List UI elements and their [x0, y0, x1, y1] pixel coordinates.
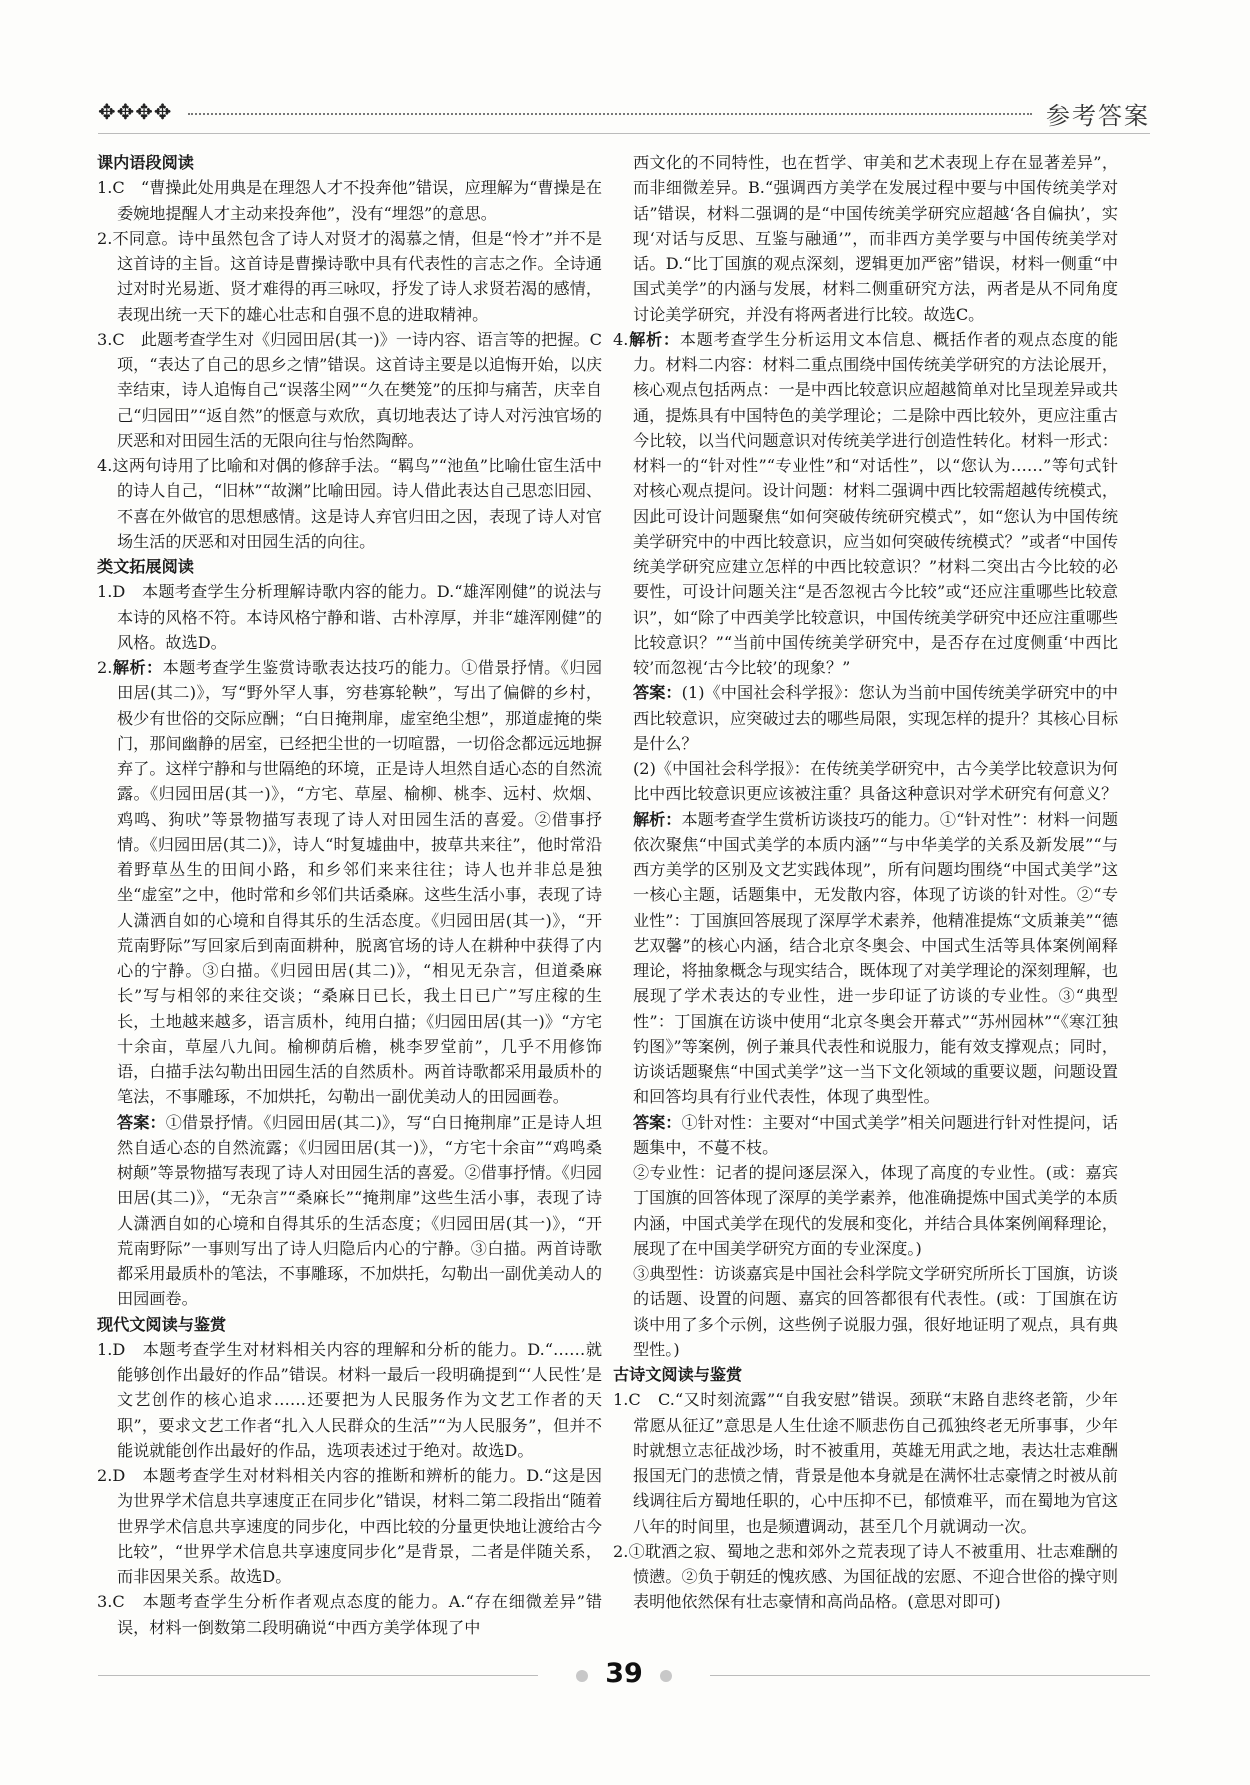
footer-dot-icon: [660, 1670, 672, 1682]
answer-item: 1.C “曹操此处用典是在理怨人才不投奔他”错误，应理解为“曹操是在委婉地提醒人才主动来投奔他”，没有“埋怨”的意思。: [97, 178, 602, 223]
answer-item: 1.C C.“又时刻流露”“自我安慰”错误。颈联“末路自悲终老箭，少年常愿从征辽”意思是人生仕途不顺悲伤自己孤独终老无所事事，少年时就想立志征战沙场，时不被重用，英雄无用武之地，表达壮志难酬报国无门的悲愤之情，背景是他本身就是在满怀壮志豪情之时被从前线调往后方蜀地任职的，心中压抑不已，郁愤难平，而在蜀地为官这八年的时间里，也是频遭调动，甚至几个月就调动一次。: [613, 1390, 1118, 1536]
answer-text: (1)《中国社会科学报》：您认为当前中国传统美学研究中的中西比较意识，应突破过去的哪些局限，实现怎样的提升？其核心目标是什么？: [633, 683, 1118, 753]
answer-label: 答案：: [633, 683, 682, 703]
footer-rule-right: [710, 1675, 1150, 1676]
answer-text: ①借景抒情。《归园田居(其二)》，写“白日掩荆扉”正是诗人坦然自适心态的自然流露；《归园田居(其一)》，“方宅十余亩”“鸡鸣桑树颠”等景物描写表现了诗人对田园生活的喜爱。②借事抒情。《归园田居(其二)》，“无杂言”“桑麻长”“掩荆扉”这些生活小事，表现了诗人潇洒自如的心境和自得其乐的生活态度；《归园田居(其一)》，“开荒南野际”一事则写出了诗人归隐后内心的宁静。③白描。两首诗歌都采用最质朴的笔法，不事雕琢，不加烘托，勾勒出一副优美动人的田园画卷。: [117, 1112, 602, 1309]
analysis-text: 本题考查学生鉴赏诗歌表达技巧的能力。①借景抒情。《归园田居(其二)》，写“野外罕人事，穷巷寡轮鞅”，写出了偏僻的乡村，极少有世俗的交际应酬；“白日掩荆扉，虚室绝尘想”，那道虚掩的柴门，那间幽静的居室，已经把尘世的一切喧嚣，一切俗念都远远地摒弃了。这样宁静和与世隔绝的环境，正是诗人坦然自适心态的自然流露。《归园田居(其一)》，“方宅、草屋、榆柳、桃李、远村、炊烟、鸡鸣、狗吠”等景物描写表现了诗人对田园生活的喜爱。②借事抒情。《归园田居(其二)》，诗人“时复墟曲中，披草共来往”，他时常沿着野草丛生的田间小路，和乡邻们来来往往；诗人也并非总是独坐“虚室”之中，他时常和乡邻们共话桑麻。这些生活小事，表现了诗人潇洒自如的心境和自得其乐的生活态度。《归园田居(其一)》，“开荒南野际”写回家后到南面耕种，脱离官场的诗人在耕种中获得了内心的宁静。③白描。《归园田居(其二)》，“相见无杂言，但道桑麻长”写与相邻的来往交谈；“桑麻日已长，我土日已广”写庄稼的生长，土地越来越多，语言质朴，纯用白描；《归园田居(其一)》“方宅十余亩，草屋八九间。榆柳荫后檐，桃李罗堂前”，几乎不用修饰语，白描手法勾勒出田园生活的自然质朴。两首诗歌都采用最质朴的笔法，不事雕琢，不加烘托，勾勒出一副优美动人的田园画卷。: [117, 658, 602, 1107]
page-footer: [98, 1656, 1150, 1696]
footer-dot-icon: [576, 1670, 588, 1682]
section-title: 现代文阅读与鉴赏: [97, 1314, 227, 1334]
answer-item: [97, 655, 602, 1110]
header-decoration-icon: ✥✥✥✥: [98, 100, 173, 124]
answer-text: ③典型性：访谈嘉宾是中国社会科学院文学研究所所长丁国旗，访谈的话题、设置的问题、嘉宾的回答都很有代表性。(或：丁国旗在访谈中用了多个示例，这些例子说服力强，很好地证明了观点，具有典型性。): [633, 1264, 1118, 1359]
answer-text: ①针对性：主要对“中国式美学”相关问题进行针对性提问，话题集中，不蔓不枝。: [633, 1112, 1118, 1157]
answer-label: 答案：: [633, 1112, 682, 1132]
item-number: 2.: [97, 658, 113, 677]
left-column: [97, 150, 602, 1640]
section-title: 古诗文阅读与鉴赏: [613, 1365, 743, 1384]
header-dotted-line: [188, 113, 1032, 115]
analysis-label: 解析：: [628, 329, 680, 349]
right-column: [613, 150, 1118, 1615]
analysis-text: 本题考查学生赏析访谈技巧的能力。①“针对性”：材料一问题依次聚焦“中国式美学的本质内涵”“与中华美学的关系及新发展”“与西方美学的区别及文艺实践体现”，所有问题均围绕“中国式美学”这一核心主题，话题集中，无发散内容，体现了访谈的针对性。②“专业性”：丁国旗回答展现了深厚学术素养，他精准提炼“文质兼美”“德艺双馨”的核心内涵，结合北京冬奥会、中国式生活等具体案例阐释理论，将抽象概念与现实结合，既体现了对美学理论的深刻理解，也展现了学术表达的专业性，进一步印证了访谈的专业性。③“典型性”：丁国旗在访谈中使用“北京冬奥会开幕式”“苏州园林”“《寒江独钓图》”等案例，例子兼具代表性和说服力，能有效支撑观点；同时，访谈话题聚焦“中国式美学”这一当下文化领域的重要议题，问题设置和回答均具有行业代表性，体现了典型性。: [633, 809, 1118, 1107]
analysis-label: 解析：: [112, 658, 163, 677]
continued-text: 西文化的不同特性，也在哲学、审美和艺术表现上存在显著差异”，而非细微差异。B.“强调西方美学在发展过程中要与中国传统美学对话”错误，材料二强调的是“中国传统美学研究应超越‘各自偏执’，实现‘对话与反思、互鉴与融通’”，而非西方美学要与中国传统美学对话。D.“比丁国旗的观点深刻，逻辑更加严密”错误，材料一侧重“中国式美学”的内涵与发展，材料二侧重研究方法，两者是从不同角度讨论美学研究，并没有将两者进行比较。故选C。: [633, 153, 1118, 324]
answer-text: ②专业性：记者的提问逐层深入，体现了高度的专业性。(或：嘉宾丁国旗的回答体现了深厚的美学素养，他准确提炼中国式美学的本质内涵，中国式美学在现代的发展和变化，并结合具体案例阐释理论，展现了在中国美学研究方面的专业深度。): [633, 1163, 1118, 1258]
answer-item: 3.C 此题考查学生对《归园田居(其一)》一诗内容、语言等的把握。C项，“表达了自己的思乡之情”错误。这首诗主要是以追悔开始，以庆幸结束，诗人追悔自己“误落尘网”“久在樊笼”的压抑与痛苦，庆幸自己“归园田”“返自然”的惬意与欢欣，真切地表达了诗人对污浊官场的厌恶和对田园生活的无限向往与怡然陶醉。: [97, 329, 602, 450]
answer-item: 1.D 本题考查学生对材料相关内容的理解和分析的能力。D.“……就能够创作出最好的作品”错误。材料一最后一段明确提到“‘人民性’是文艺创作的核心追求……还要把为人民服务作为文艺工作者的天职”，要求文艺工作者“扎入人民群众的生活”“为人民服务”，但并不能说就能创作出最好的作品，选项表述过于绝对。故选D。: [97, 1339, 602, 1460]
analysis-label: 解析：: [633, 809, 682, 829]
answer-item: 1.D 本题考查学生分析理解诗歌内容的能力。D.“雄浑刚健”的说法与本诗的风格不符。本诗风格宁静和谐、古朴淳厚，并非“雄浑刚健”的风格。故选D。: [97, 582, 602, 652]
answer-item: 2.D 本题考查学生对材料相关内容的推断和辨析的能力。D.“这是因为世界学术信息共享速度正在同步化”错误，材料二第二段指出“随着世界学术信息共享速度的同步化，中西比较的分量更快地让渡给古今比较”，“世界学术信息共享速度同步化”是背景，二者是伴随关系，而非因果关系。故选D。: [97, 1466, 602, 1586]
analysis-block: [613, 807, 1118, 1110]
section-title: 类文拓展阅读: [97, 557, 194, 576]
answer-block: [613, 680, 1118, 756]
answer-block: [613, 1110, 1118, 1161]
answer-label: 答案：: [117, 1112, 166, 1132]
header-rule: [98, 133, 1150, 134]
section-title: 课内语段阅读: [97, 153, 194, 172]
page-number: 39: [605, 1658, 643, 1689]
answer-item: 4.这两句诗用了比喻和对偶的修辞手法。“羁鸟”“池鱼”比喻仕宦生活中的诗人自己，“旧林”“故渊”比喻田园。诗人借此表达自己思恋旧园、不喜在外做官的思想感情。这是诗人弃官归田之因，表现了诗人对官场生活的厌恶和对田园生活的向往。: [97, 456, 602, 551]
answer-item: 2.①耽酒之寂、蜀地之悲和郊外之荒表现了诗人不被重用、壮志难酬的愤懑。②负于朝廷的愧疚感、为国征战的宏愿、不迎合世俗的操守则表明他依然保有壮志豪情和高尚品格。(意思对即可): [613, 1541, 1118, 1612]
item-number: 4.: [613, 329, 629, 349]
header-title: 参考答案: [1046, 102, 1150, 130]
answer-item: 3.C 本题考查学生分析作者观点态度的能力。A.“存在细微差异”错误，材料一倒数第二段明确说“中西方美学体现了中: [97, 1592, 602, 1637]
answer-item: [613, 327, 1118, 681]
analysis-text: 本题考查学生分析运用文本信息、概括作者的观点态度的能力。材料二内容：材料二重点围绕中国传统美学研究的方法论展开，核心观点包括两点：一是中西比较意识应超越简单对比呈现差异或共通，提炼具有中国特色的美学理论；二是除中西比较外，更应注重古今比较，以当代问题意识对传统美学进行创造性转化。材料一形式：材料一的“针对性”“专业性”和“对话性”，以“您认为……”等句式针对核心观点提问。设计问题：材料二强调中西比较需超越传统模式，因此可设计问题聚焦“如何突破传统研究模式”，如“您认为中国传统美学研究中的中西比较意识，应当如何突破传统模式？”或者“中国传统美学研究应建立怎样的中西比较意识？”材料二突出古今比较的必要性，可设计问题关注“是否忽视古今比较”或“还应注重哪些比较意识”，如“除了中西美学比较意识，中国传统美学研究中还应注重哪些比较意识？”“当前中国传统美学研究中，是否存在过度侧重‘中西比较’而忽视‘古今比较’的现象？”: [633, 329, 1118, 677]
answer-item: 2.不同意。诗中虽然包含了诗人对贤才的渴慕之情，但是“怜才”并不是这首诗的主旨。这首诗是曹操诗歌中具有代表性的言志之作。全诗通过对时光易逝、贤才难得的再三咏叹，抒发了诗人求贤若渴的感情，表现出统一天下的雄心壮志和自强不息的进取精神。: [97, 228, 602, 324]
answer-text: (2)《中国社会科学报》：在传统美学研究中，古今美学比较意识为何比中西比较意识更应该被注重？具备这种意识对学术研究有何意义？: [633, 759, 1118, 804]
footer-rule-left: [98, 1675, 538, 1676]
answer-block: [97, 1110, 602, 1312]
page-header: [98, 96, 1150, 132]
